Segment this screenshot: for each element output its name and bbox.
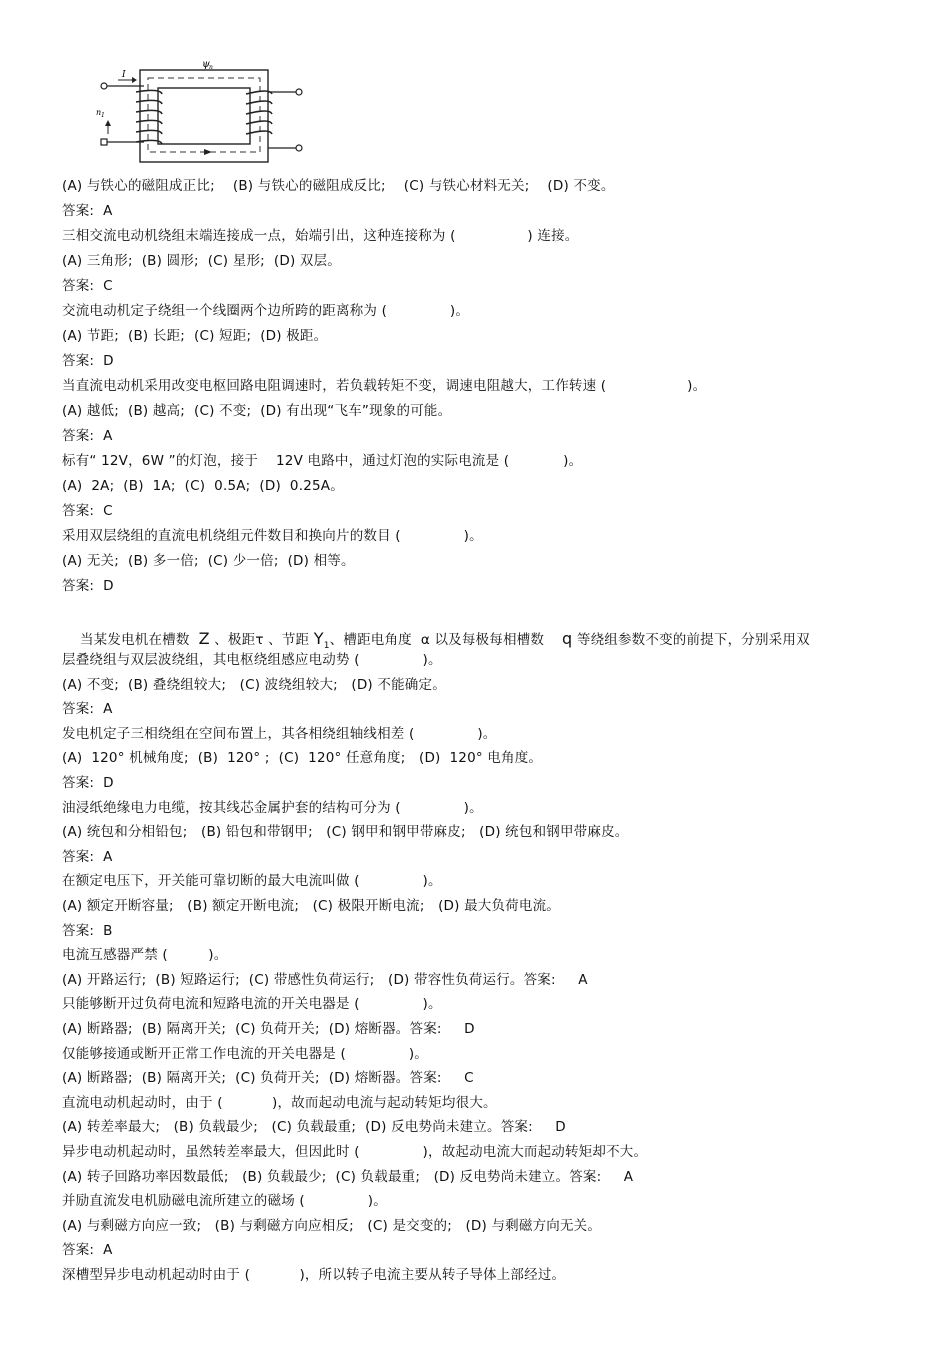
voltage-arrow-icon <box>105 120 111 126</box>
text-segment: 当某发电机在槽数 <box>79 632 199 648</box>
text-line: 答案: A <box>62 203 113 219</box>
core-outer <box>140 70 268 162</box>
text-line: 标有“ 12V，6W ”的灯泡，接于 12V 电路中，通过灯泡的实际电流是 ( )。 <box>62 453 583 469</box>
text-line: 答案: A <box>62 848 113 865</box>
text-line: 答案: B <box>62 922 113 939</box>
symbol-q: q <box>562 629 573 648</box>
text-line: 答案: D <box>62 353 114 369</box>
terminal-right-top <box>296 89 302 95</box>
text-line: 交流电动机定子绕组一个线圈两个边所跨的距离称为 ( )。 <box>62 303 470 319</box>
text-line: (A) 与铁心的磁阻成正比; (B) 与铁心的磁阻成反比; (C) 与铁心材料无关; (D) 不变。 <box>62 178 615 194</box>
text-segment: 等绕组参数不变的前提下，分别采用双 <box>572 632 810 648</box>
flux-label-sub: n <box>209 64 213 71</box>
text-line: 层叠绕组与双层波绕组，其电枢绕组感应电动势 ( )。 <box>62 652 442 668</box>
text-line: 直流电动机起动时，由于 ( )，故而起动电流与起动转矩均很大。 <box>62 1094 497 1111</box>
text-line: 当直流电动机采用改变电枢回路电阻调速时，若负载转矩不变，调速电阻越大，工作转速 ( )。 <box>62 378 707 394</box>
text-line: (A) 三角形; (B) 圆形; (C) 星形; (D) 双层。 <box>62 253 342 269</box>
symbol-z: Z <box>198 629 210 648</box>
text-line: (A) 节距; (B) 长距; (C) 短距; (D) 极距。 <box>62 328 328 344</box>
flux-label: ψ <box>202 59 210 70</box>
text-line: 电流互感器严禁 ( )。 <box>62 947 228 964</box>
terminal-right-bottom <box>296 145 302 151</box>
text-line: 答案: D <box>62 578 114 594</box>
current-label: I <box>122 70 126 80</box>
text-line: (A) 统包和分相铅包; (B) 铅包和带钢甲; (C) 钢甲和钢甲带麻皮; (D) 统包和钢甲带麻皮。 <box>62 824 629 841</box>
flux-arrow-icon <box>204 149 212 155</box>
text-line: 答案: A <box>62 701 113 718</box>
text-line: 深槽型异步电动机起动时由于 ( )，所以转子电流主要从转子导体上部经过。 <box>62 1267 566 1283</box>
text-segment: 、极距τ 、节距 <box>209 632 314 648</box>
text-line: (A) 断路器; (B) 隔离开关; (C) 负荷开关; (D) 熔断器。答案: D <box>62 1021 475 1037</box>
text-line: (A) 越低; (B) 越高; (C) 不变; (D) 有出现“飞车”现象的可能。 <box>62 403 452 419</box>
transformer-core-diagram <box>96 58 316 168</box>
text-line: (A) 断路器; (B) 隔离开关; (C) 负荷开关; (D) 熔断器。答案: C <box>62 1070 474 1087</box>
symbol-y-subscript: 1 <box>323 641 330 651</box>
text-line: (A) 无关; (B) 多一倍; (C) 少一倍; (D) 相等。 <box>62 553 355 569</box>
core-window <box>158 88 250 144</box>
text-line: (A) 120° 机械角度; (B) 120° ; (C) 120° 任意角度; (D) 120° 电角度。 <box>62 750 543 767</box>
text-line: 采用双层绕组的直流电机绕组元件数目和换向片的数目 ( )。 <box>62 528 483 544</box>
text-line: 答案: D <box>62 775 114 791</box>
text-line: (A) 不变; (B) 叠绕组较大; (C) 波绕组较大; (D) 不能确定。 <box>62 676 446 693</box>
text-line: 答案: A <box>62 428 113 444</box>
current-arrow-icon <box>132 77 137 83</box>
text-line: (A) 2A; (B) 1A; (C) 0.5A; (D) 0.25A。 <box>62 478 344 494</box>
text-line: 发电机定子三相绕组在空间布置上，其各相绕组轴线相差 ( )。 <box>62 725 497 742</box>
text-line: (A) 转差率最大; (B) 负载最少; (C) 负载最重; (D) 反电势尚未建立。答案: D <box>62 1119 566 1136</box>
turns-label-sub: 1 <box>101 112 105 119</box>
turns-label: n <box>96 108 102 117</box>
text-line: 答案: C <box>62 503 113 519</box>
text-line: (A) 与剩磁方向应一致; (B) 与剩磁方向应相反; (C) 是交变的; (D) 与剩磁方向无关。 <box>62 1217 602 1234</box>
text-segment: 、槽距电角度 α 以及每极每相槽数 <box>329 632 563 648</box>
symbol-y: Y <box>313 629 324 648</box>
text-line: (A) 转子回路功率因数最低; (B) 负载最少; (C) 负载最重; (D) 反电势尚未建立。答案: A <box>62 1168 634 1185</box>
text-line: 答案: A <box>62 1242 113 1259</box>
text-line: 并励直流发电机励磁电流所建立的磁场 ( )。 <box>62 1193 387 1210</box>
text-line: 答案: C <box>62 278 113 294</box>
text-line: (A) 开路运行; (B) 短路运行; (C) 带感性负荷运行; (D) 带容性负荷运行。答案: A <box>62 971 588 988</box>
text-line: 只能够断开过负荷电流和短路电流的开关电器是 ( )。 <box>62 996 442 1013</box>
flux-path <box>148 78 260 152</box>
terminal-left-top <box>101 83 107 89</box>
text-line: 异步电动机起动时，虽然转差率最大，但因此时 ( )，故起动电流大而起动转矩却不大。 <box>62 1144 648 1160</box>
text-line: 油浸纸绝缘电力电缆，按其线芯金属护套的结构可分为 ( )。 <box>62 799 483 816</box>
text-line: 在额定电压下，开关能可靠切断的最大电流叫做 ( )。 <box>62 873 442 890</box>
terminal-left-bottom <box>101 139 107 145</box>
text-line: (A) 额定开断容量; (B) 额定开断电流; (C) 极限开断电流; (D) 最大负荷电流。 <box>62 898 560 914</box>
text-line: 三相交流电动机绕组末端连接成一点，始端引出，这种连接称为 ( ) 连接。 <box>62 228 579 244</box>
text-line: 仅能够接通或断开正常工作电流的开关电器是 ( )。 <box>62 1045 429 1062</box>
